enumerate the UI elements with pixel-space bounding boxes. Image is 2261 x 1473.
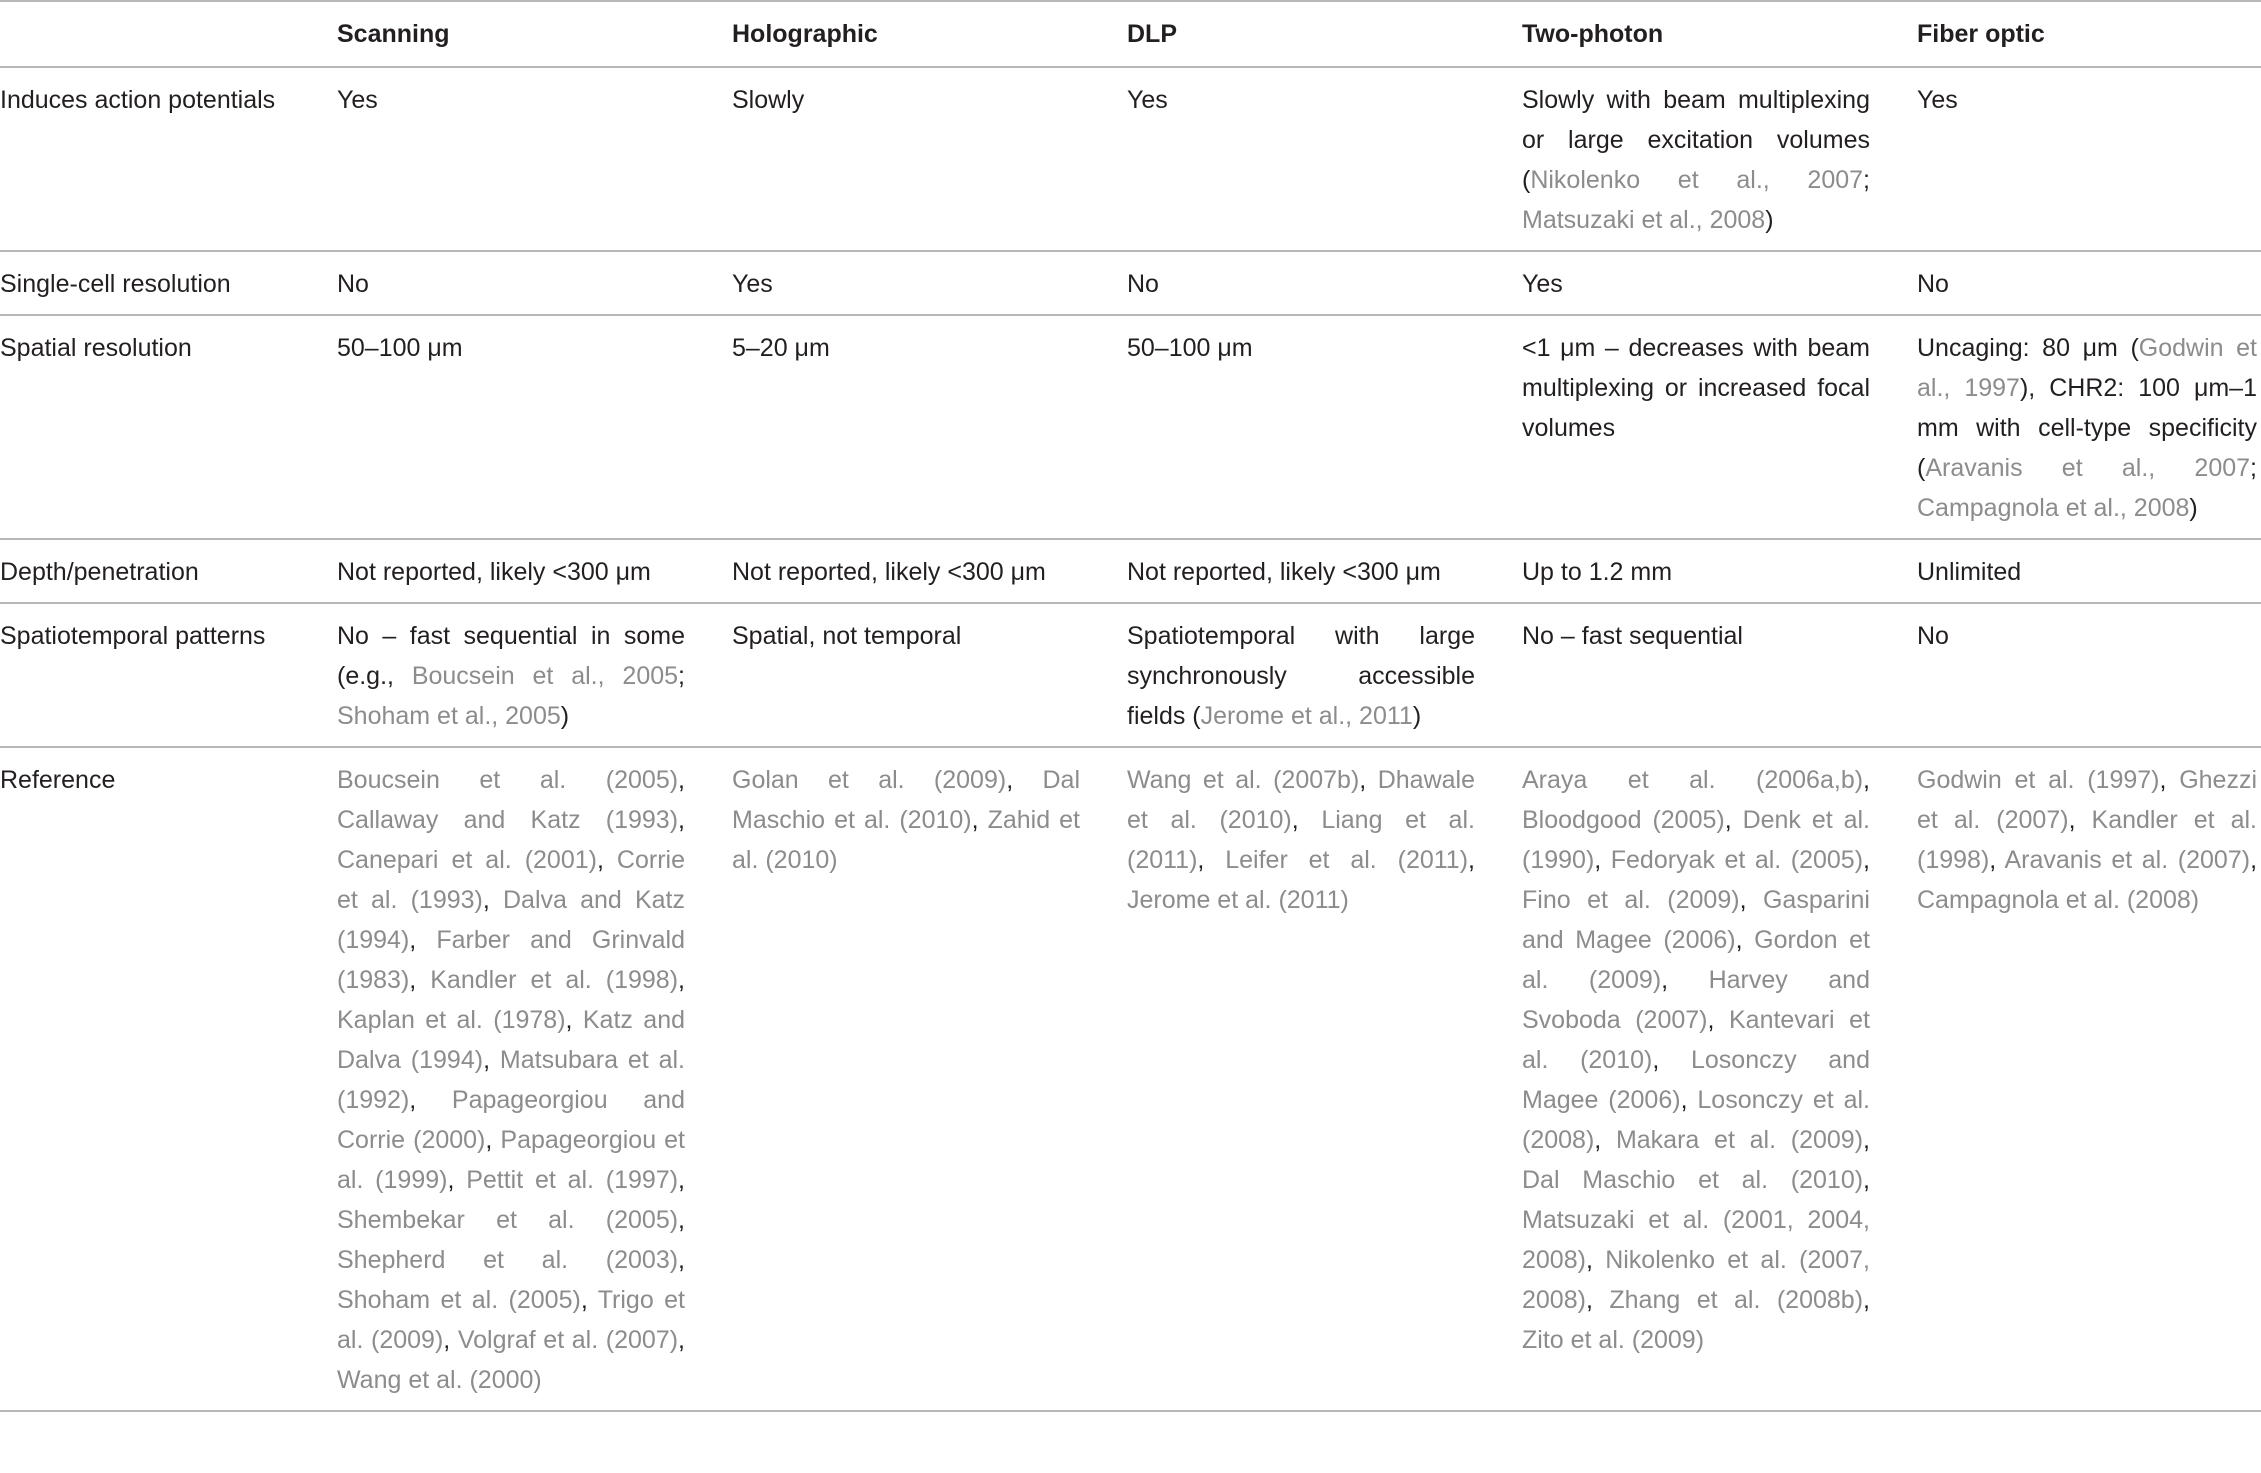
citation-link[interactable]: Harvey and Svoboda (2007) — [1522, 966, 1870, 1034]
table-cell — [1914, 603, 2261, 747]
cell-text-segment: No — [1127, 270, 1159, 298]
cell-text-segment: ; — [678, 662, 685, 690]
citation-link[interactable]: Wang et al. (2007b) — [1127, 766, 1360, 794]
cell-text-segment: , — [678, 766, 685, 794]
table-cell — [1914, 315, 2261, 539]
citation-link[interactable]: Shembekar et al. (2005) — [337, 1206, 679, 1234]
citation-link[interactable]: Zhang et al. (2008b) — [1609, 1286, 1864, 1314]
cell-text-segment: , — [1724, 806, 1743, 834]
table-cell — [729, 539, 1124, 603]
citation-link[interactable]: Araya et al. (2006a,b) — [1522, 766, 1864, 794]
cell-text-segment: , — [1863, 1286, 1870, 1314]
cell-text-segment: Yes — [732, 270, 773, 298]
cell-text-segment: Slowly — [732, 86, 805, 114]
table-cell — [1124, 67, 1519, 251]
table-cell — [729, 747, 1124, 1411]
cell-text-segment: 50–100 μm — [1127, 334, 1253, 362]
cell-text-segment: , — [1989, 846, 2005, 874]
cell-text-segment: , — [1594, 846, 1611, 874]
table-cell — [1914, 539, 2261, 603]
citation-link[interactable]: Godwin et al., 1997 — [1917, 334, 2257, 402]
cell-text-segment: , — [1863, 1126, 1870, 1154]
cell-text-segment: , — [678, 1246, 685, 1274]
cell-text-segment: , — [1006, 766, 1043, 794]
table-row — [0, 747, 2261, 1411]
cell-text — [337, 80, 685, 120]
citation-link[interactable]: Matsuzaki et al. (2001, 2004, 2008) — [1522, 1206, 1870, 1274]
citation-link[interactable]: Bloodgood (2005) — [1522, 806, 1725, 834]
cell-text — [1917, 328, 2257, 528]
cell-text-segment: , — [678, 966, 685, 994]
table-row — [0, 251, 2261, 315]
table-cell — [1124, 747, 1519, 1411]
cell-text-segment: , — [1594, 1126, 1616, 1154]
citation-link[interactable]: Zahid et al. (2010) — [732, 806, 1080, 874]
citation-link[interactable]: Denk et al. (1990) — [1522, 806, 1870, 874]
cell-text-segment: , — [678, 1326, 685, 1354]
cell-text — [1127, 328, 1475, 368]
cell-text-segment: , — [1735, 926, 1755, 954]
citation-link[interactable]: Papageorgiou and Corrie (2000) — [337, 1086, 685, 1154]
cell-text-segment: , — [1680, 1086, 1698, 1114]
cell-text-segment: , — [1863, 1166, 1870, 1194]
cell-text-segment: , — [447, 1166, 467, 1194]
column-header: Fiber optic — [1917, 20, 2045, 48]
cell-text-segment: No — [337, 270, 369, 298]
cell-text — [1127, 760, 1475, 920]
cell-text-segment: , — [482, 886, 503, 914]
table-cell — [334, 315, 729, 539]
table-cell — [729, 603, 1124, 747]
citation-link[interactable]: Volgraf et al. (2007) — [457, 1326, 679, 1354]
citation-link[interactable]: Losonczy et al. (2008) — [1522, 1086, 1870, 1154]
row-label: Induces action potentials — [0, 86, 276, 114]
table-cell — [1124, 603, 1519, 747]
cell-text-segment: , — [580, 1286, 598, 1314]
cell-text-segment: ) — [1412, 702, 1422, 730]
cell-text-segment: ; — [1863, 166, 1870, 194]
table-row — [0, 315, 2261, 539]
cell-text — [337, 616, 685, 736]
cell-text-segment: , — [1585, 1286, 1610, 1314]
cell-text-segment: Yes — [1127, 86, 1168, 114]
citation-link[interactable]: Callaway and Katz (1993) — [337, 806, 679, 834]
citation-link[interactable]: Shepherd et al. (2003) — [337, 1246, 679, 1274]
table-cell — [1519, 251, 1914, 315]
citation-link[interactable]: Fino et al. (2009) — [1522, 886, 1740, 914]
cell-text — [337, 760, 685, 1400]
cell-text-segment: , — [1585, 1246, 1606, 1274]
cell-text — [1127, 616, 1475, 736]
table-body — [0, 67, 2261, 1411]
cell-text-segment: , — [1661, 966, 1709, 994]
citation-link[interactable]: Shoham et al. (2005) — [337, 1286, 581, 1314]
citation-link[interactable]: Dalva and Katz (1994) — [337, 886, 685, 954]
cell-text — [1522, 80, 1870, 240]
cell-text — [1522, 552, 1870, 592]
cell-text-segment: , — [2068, 806, 2092, 834]
cell-text — [732, 552, 1080, 592]
citation-link[interactable]: Pettit et al. (1997) — [466, 1166, 679, 1194]
cell-text-segment: Slowly with beam multiplexing or large excitation volumes ( — [1522, 86, 1870, 194]
cell-text — [732, 264, 1080, 304]
cell-text — [1917, 80, 2257, 120]
cell-text-segment: Spatiotemporal with large synchronously accessible fields ( — [1127, 622, 1475, 730]
cell-text-segment: Up to 1.2 mm — [1522, 558, 1673, 586]
citation-link[interactable]: Leifer et al. (2011) — [1225, 846, 1469, 874]
table-cell — [1124, 315, 1519, 539]
cell-text-segment: Not reported, likely <300 μm — [337, 558, 651, 586]
table-cell — [1124, 251, 1519, 315]
cell-text-segment: , — [678, 806, 685, 834]
cell-text-segment: , — [1197, 846, 1226, 874]
cell-text-segment: ), CHR2: 100 μm–1 mm with cell-type specificity ( — [1917, 374, 2257, 482]
cell-text-segment: Yes — [1917, 86, 1958, 114]
table-cell — [334, 67, 729, 251]
table-header — [0, 1, 2261, 67]
row-label: Single-cell resolution — [0, 270, 231, 298]
cell-text — [1917, 760, 2257, 920]
citation-link[interactable]: Zito et al. (2009) — [1522, 1326, 1705, 1354]
cell-text-segment: ) — [560, 702, 570, 730]
citation-link[interactable]: Gasparini and Magee (2006) — [1522, 886, 1870, 954]
cell-text — [337, 264, 685, 304]
cell-text-segment: , — [1652, 1046, 1691, 1074]
cell-text-segment: , — [1291, 806, 1322, 834]
citation-link[interactable]: Shoham et al., 2005 — [337, 702, 561, 730]
citation-link[interactable]: Boucsein et al. (2005) — [337, 766, 679, 794]
citation-link[interactable]: Corrie et al. (1993) — [337, 846, 685, 914]
table-cell — [1519, 747, 1914, 1411]
cell-text-segment: No — [1917, 270, 1949, 298]
cell-text-segment: ) — [2189, 494, 2198, 522]
citation-link[interactable]: Jerome et al., 2011 — [1200, 702, 1413, 730]
citation-link[interactable]: Nikolenko et al., 2007 — [1530, 166, 1864, 194]
cell-text-segment: 50–100 μm — [337, 334, 463, 362]
cell-text-segment: Unlimited — [1917, 558, 2022, 586]
citation-link[interactable]: Losonczy and Magee (2006) — [1522, 1046, 1870, 1114]
cell-text-segment: , — [443, 1326, 458, 1354]
citation-link[interactable]: Dhawale et al. (2010) — [1127, 766, 1475, 834]
cell-text-segment: , — [596, 846, 617, 874]
cell-text — [1917, 552, 2257, 592]
table-cell — [1519, 315, 1914, 539]
column-header: Holographic — [732, 20, 878, 48]
column-header: Two-photon — [1522, 20, 1664, 48]
table-cell — [1124, 539, 1519, 603]
row-label: Reference — [0, 766, 116, 794]
cell-text — [1522, 616, 1870, 656]
row-label: Spatial resolution — [0, 334, 192, 362]
cell-text — [1917, 264, 2257, 304]
cell-text-segment: , — [2250, 846, 2258, 874]
cell-text-segment: Yes — [337, 86, 378, 114]
citation-link[interactable]: Kaplan et al. (1978) — [337, 1006, 566, 1034]
cell-text-segment: , — [565, 1006, 583, 1034]
citation-link[interactable]: Matsubara et al. (1992) — [337, 1046, 685, 1114]
cell-text-segment: 5–20 μm — [732, 334, 830, 362]
cell-text-segment: , — [2159, 766, 2180, 794]
citation-link[interactable]: Campagnola et al., 2008 — [1917, 494, 2190, 522]
citation-link[interactable]: Canepari et al. (2001) — [337, 846, 597, 874]
table-row — [0, 539, 2261, 603]
cell-text — [337, 328, 685, 368]
citation-link[interactable]: Dal Maschio et al. (2010) — [732, 766, 1080, 834]
citation-link[interactable]: Kandler et al. (1998) — [430, 966, 679, 994]
cell-text-segment: , — [1739, 886, 1763, 914]
cell-text — [1522, 264, 1870, 304]
cell-text-segment: No — [1917, 622, 1949, 650]
citation-link[interactable]: Matsuzaki et al., 2008 — [1522, 206, 1766, 234]
citation-link[interactable]: Katz and Dalva (1994) — [337, 1006, 685, 1074]
cell-text-segment: , — [483, 1046, 500, 1074]
citation-link[interactable]: Boucsein et al., 2005 — [411, 662, 679, 690]
cell-text-segment: ; — [2250, 454, 2257, 482]
row-label: Spatiotemporal patterns — [0, 622, 266, 650]
header-row-label — [0, 1, 334, 67]
citation-link[interactable]: Ghezzi et al. (2007) — [1917, 766, 2257, 834]
table-cell — [1519, 539, 1914, 603]
cell-text — [732, 80, 1080, 120]
cell-text-segment: Spatial, not temporal — [732, 622, 962, 650]
cell-text-segment: , — [409, 1086, 452, 1114]
citation-link[interactable]: Kandler et al. (1998) — [1917, 806, 2257, 874]
cell-text — [1127, 80, 1475, 120]
cell-text — [337, 552, 685, 592]
cell-text-segment: Yes — [1522, 270, 1563, 298]
table-cell — [1914, 251, 2261, 315]
cell-text — [732, 328, 1080, 368]
table-cell — [334, 747, 729, 1411]
cell-text — [1917, 616, 2257, 656]
citation-link[interactable]: Kantevari et al. (2010) — [1522, 1006, 1870, 1074]
citation-link[interactable]: Wang et al. (2000) — [337, 1366, 542, 1394]
cell-text-segment: , — [971, 806, 988, 834]
cell-text-segment: Not reported, likely <300 μm — [1127, 558, 1441, 586]
cell-text-segment: , — [1359, 766, 1378, 794]
table-cell — [1914, 67, 2261, 251]
cell-text — [732, 760, 1080, 880]
cell-text-segment: Uncaging: 80 μm ( — [1917, 334, 2139, 362]
table-cell — [1519, 603, 1914, 747]
table-cell — [334, 603, 729, 747]
citation-link[interactable]: Dal Maschio et al. (2010) — [1522, 1166, 1864, 1194]
cell-text-segment: , — [1863, 846, 1870, 874]
citation-link[interactable]: Papageorgiou et al. (1999) — [337, 1126, 685, 1194]
citation-link[interactable]: Golan et al. (2009) — [732, 766, 1007, 794]
cell-text-segment: ) — [1765, 206, 1774, 234]
cell-text-segment: , — [678, 1166, 685, 1194]
column-header: Scanning — [337, 20, 450, 48]
citation-link[interactable]: Campagnola et al. (2008) — [1917, 886, 2200, 914]
table-cell — [729, 315, 1124, 539]
header-row — [0, 1, 2261, 67]
citation-link[interactable]: Trigo et al. (2009) — [337, 1286, 685, 1354]
cell-text-segment: , — [409, 966, 431, 994]
citation-link[interactable]: Jerome et al. (2011) — [1127, 886, 1349, 914]
table-cell — [729, 67, 1124, 251]
citation-link[interactable]: Aravanis et al., 2007 — [1925, 454, 2251, 482]
table-cell — [729, 251, 1124, 315]
cell-text — [1127, 552, 1475, 592]
table-cell — [334, 251, 729, 315]
citation-link[interactable]: Fedoryak et al. (2005) — [1610, 846, 1864, 874]
table-row — [0, 67, 2261, 251]
cell-text — [1522, 760, 1870, 1360]
cell-text-segment: No – fast sequential in some (e.g., — [337, 622, 685, 690]
table-cell — [1519, 67, 1914, 251]
citation-link[interactable]: Farber and Grinvald (1983) — [337, 926, 685, 994]
citation-link[interactable]: Makara et al. (2009) — [1615, 1126, 1864, 1154]
cell-text-segment: , — [485, 1126, 501, 1154]
cell-text — [1522, 328, 1870, 448]
table-cell — [334, 539, 729, 603]
citation-link[interactable]: Liang et al. (2011) — [1127, 806, 1475, 874]
cell-text — [732, 616, 1080, 656]
cell-text-segment: Not reported, likely <300 μm — [732, 558, 1046, 586]
cell-text-segment: , — [409, 926, 437, 954]
citation-link[interactable]: Godwin et al. (1997) — [1917, 766, 2160, 794]
citation-link[interactable]: Nikolenko et al. (2007, 2008) — [1522, 1246, 1870, 1314]
row-label: Depth/penetration — [0, 558, 199, 586]
column-header: DLP — [1127, 20, 1177, 48]
cell-text-segment: <1 μm – decreases with beam multiplexing or increased focal volumes — [1522, 334, 1870, 442]
cell-text-segment: No – fast sequential — [1522, 622, 1743, 650]
table-cell — [1914, 747, 2261, 1411]
table-row — [0, 603, 2261, 747]
cell-text-segment: , — [1707, 1006, 1729, 1034]
citation-link[interactable]: Gordon et al. (2009) — [1522, 926, 1870, 994]
cell-text-segment: , — [1468, 846, 1475, 874]
citation-link[interactable]: Aravanis et al. (2007) — [2004, 846, 2251, 874]
cell-text-segment: , — [1863, 766, 1870, 794]
cell-text-segment: , — [678, 1206, 685, 1234]
cell-text — [1127, 264, 1475, 304]
